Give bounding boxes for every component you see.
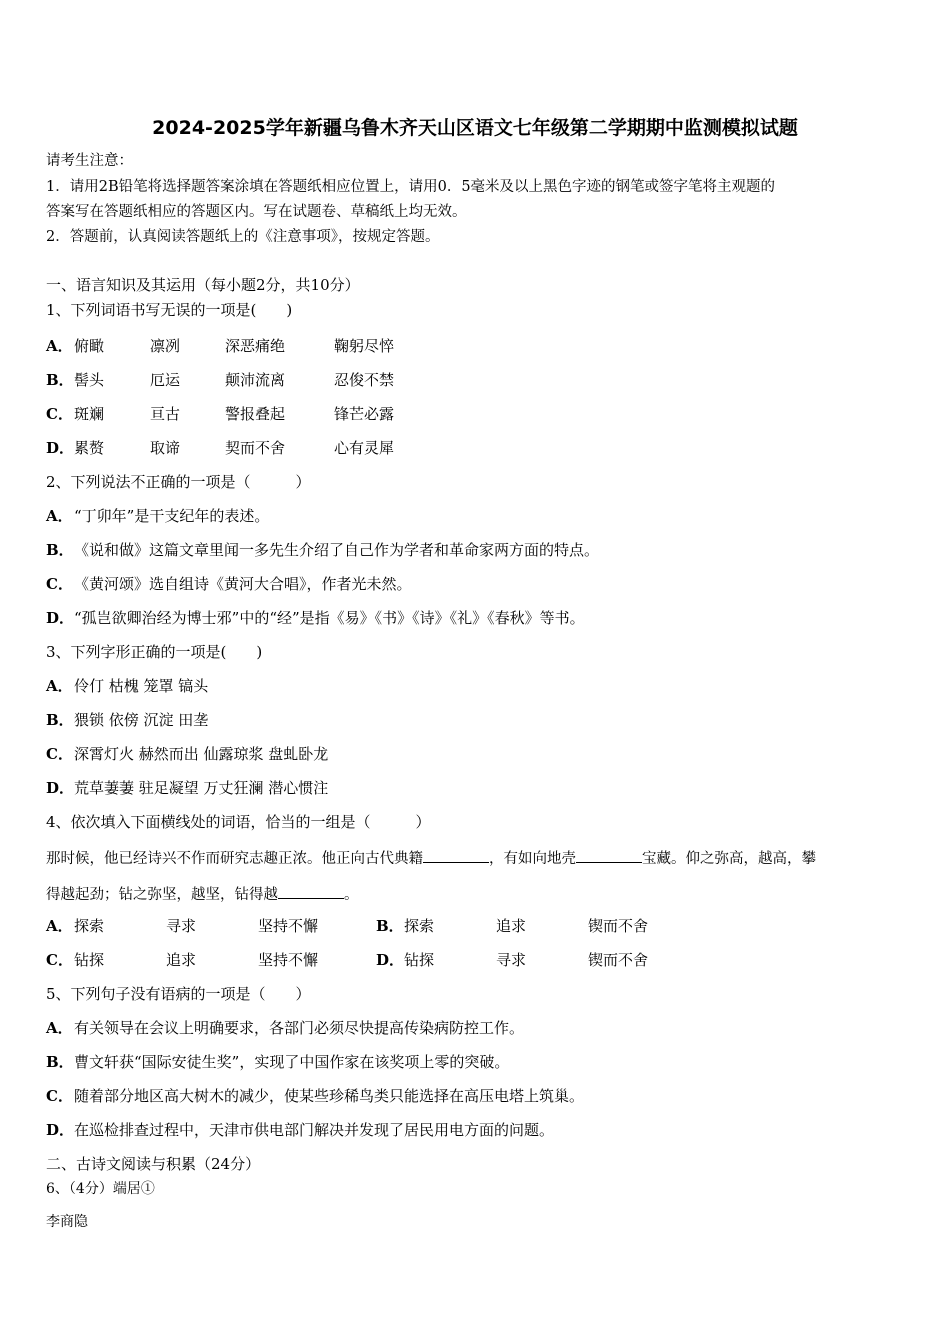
- q4-b-word-2: 追求: [496, 917, 527, 935]
- notice-item-1-line-1: 1．请用2B铅笔将选择题答案涂填在答题纸相应位置上，请用0．5毫米及以上黑色字迹的钢笔或签字笔将主观题的: [46, 179, 776, 195]
- notice-heading: 请考生注意：: [46, 153, 133, 169]
- option-label: B．: [46, 1053, 74, 1071]
- option-label: C．: [46, 1087, 73, 1105]
- q3-option-d: [46, 778, 328, 798]
- q3-option-b: [46, 710, 208, 730]
- option-text: 荒草萋萋 驻足凝望 万丈狂澜 潜心惯注: [74, 779, 329, 797]
- q1-a-word-2: 凛冽: [150, 337, 181, 355]
- q5-stem: 5、下列句子没有语病的一项是（ ）: [46, 985, 311, 1003]
- q4-option-d: [376, 950, 404, 970]
- q1-option-d: [46, 438, 74, 458]
- q4-option-b: [376, 916, 404, 936]
- option-text: 随着部分地区高大树木的减少，使某些珍稀鸟类只能选择在高压电塔上筑巢。: [74, 1087, 585, 1105]
- option-label: A．: [46, 917, 73, 935]
- q4-c-word-1: 钻探: [74, 951, 105, 969]
- q4-b-word-3: 锲而不舍: [588, 917, 649, 935]
- q1-b-word-2: 厄运: [150, 371, 181, 389]
- section-2-heading: 二、古诗文阅读与积累（24分）: [46, 1155, 261, 1173]
- q6-author: 李商隐: [46, 1214, 88, 1230]
- option-label: C．: [46, 575, 73, 593]
- option-label: D．: [46, 439, 75, 457]
- q1-option-c: [46, 404, 74, 424]
- q2-option-b: [46, 540, 599, 560]
- option-label: C．: [46, 951, 73, 969]
- option-label: A．: [46, 507, 73, 525]
- option-text: 《说和做》这篇文章里闻一多先生介绍了自己作为学者和革命家两方面的特点。: [74, 541, 600, 559]
- q4-b-word-1: 探索: [404, 917, 435, 935]
- option-label: B．: [376, 917, 404, 935]
- q1-c-word-1: 斑斓: [74, 405, 105, 423]
- option-label: A．: [46, 677, 73, 695]
- q4-blank-3: [278, 882, 344, 899]
- option-text: 《黄河颂》选自组诗《黄河大合唱》，作者光未然。: [74, 575, 412, 593]
- q4-passage-line-1: [46, 846, 816, 869]
- q1-d-word-3: 契而不舍: [225, 439, 286, 457]
- q1-b-word-1: 髻头: [74, 371, 105, 389]
- notice-item-1-line-2: 答案写在答题纸相应的答题区内。写在试题卷、草稿纸上均无效。: [46, 204, 467, 220]
- notice-item-2: 2．答题前，认真阅读答题纸上的《注意事项》，按规定答题。: [46, 229, 440, 245]
- q4-passage-text-4: 得越起劲；钻之弥坚，越坚，钻得越: [46, 887, 278, 903]
- q4-d-word-3: 锲而不舍: [588, 951, 649, 969]
- option-text: 深霄灯火 赫然而出 仙露琼浆 盘虬卧龙: [74, 745, 329, 763]
- q1-option-a: [46, 336, 74, 356]
- q3-option-c: [46, 744, 328, 764]
- q1-a-word-3: 深恶痛绝: [225, 337, 286, 355]
- q4-stem: 4、依次填入下面横线处的词语，恰当的一组是（ ）: [46, 813, 431, 831]
- q4-passage-text-1: 那时候，他已经诗兴不作而研究志趣正浓。他正向古代典籍: [46, 851, 423, 867]
- q2-option-d: [46, 608, 585, 628]
- q4-a-word-3: 坚持不懈: [258, 917, 319, 935]
- option-text: 伶仃 枯槐 笼罩 镐头: [74, 677, 209, 695]
- option-label: B．: [46, 371, 74, 389]
- q6-stem: 6、（4分）端居①: [46, 1181, 155, 1197]
- q4-c-word-3: 坚持不懈: [258, 951, 319, 969]
- q1-c-word-2: 亘古: [150, 405, 181, 423]
- q2-stem: 2、下列说法不正确的一项是（ ）: [46, 473, 311, 491]
- q4-a-word-2: 寻求: [166, 917, 197, 935]
- q4-option-c: [46, 950, 74, 970]
- q5-option-d: [46, 1120, 554, 1140]
- q4-option-a: [46, 916, 74, 936]
- q1-stem: 1、下列词语书写无误的一项是( ): [46, 301, 293, 319]
- q4-passage-text-2: ，有如向地壳: [489, 851, 576, 867]
- option-label: D．: [46, 609, 75, 627]
- q3-stem: 3、下列字形正确的一项是( ): [46, 643, 263, 661]
- option-text: 在巡检排查过程中，天津市供电部门解决并发现了居民用电方面的问题。: [74, 1121, 555, 1139]
- q4-blank-1: [423, 846, 489, 863]
- option-text: “孤岂欲卿治经为博士邪”中的“经”是指《易》《书》《诗》《礼》《春秋》等书。: [74, 609, 585, 627]
- q2-option-c: [46, 574, 412, 594]
- section-1-heading: 一、语言知识及其运用（每小题2分，共10分）: [46, 276, 360, 294]
- option-text: 有关领导在会议上明确要求，各部门必须尽快提高传染病防控工作。: [74, 1019, 525, 1037]
- option-label: A．: [46, 337, 73, 355]
- option-label: B．: [46, 541, 74, 559]
- q4-passage-text-3: 宝藏。仰之弥高，越高，攀: [642, 851, 816, 867]
- q1-option-b: [46, 370, 74, 390]
- q4-blank-2: [576, 846, 642, 863]
- option-label: C．: [46, 405, 73, 423]
- q1-d-word-4: 心有灵犀: [334, 439, 395, 457]
- q4-d-word-1: 钻探: [404, 951, 435, 969]
- option-text: 曹文轩获“国际安徒生奖”，实现了中国作家在该奖项上零的突破。: [74, 1053, 510, 1071]
- q4-c-word-2: 追求: [166, 951, 197, 969]
- q4-passage-text-5: 。: [344, 887, 359, 903]
- q3-option-a: [46, 676, 208, 696]
- q1-a-word-1: 俯瞰: [74, 337, 105, 355]
- option-label: B．: [46, 711, 74, 729]
- option-text: 猥锁 依傍 沉淀 田垄: [74, 711, 209, 729]
- q1-b-word-3: 颠沛流离: [225, 371, 286, 389]
- q4-d-word-2: 寻求: [496, 951, 527, 969]
- q5-option-a: [46, 1018, 524, 1038]
- q1-d-word-1: 累赘: [74, 439, 105, 457]
- q1-c-word-3: 警报叠起: [225, 405, 286, 423]
- option-label: D．: [376, 951, 405, 969]
- q5-option-c: [46, 1086, 584, 1106]
- option-text: “丁卯年”是干支纪年的表述。: [74, 507, 270, 525]
- page-title: 2024-2025学年新疆乌鲁木齐天山区语文七年级第二学期期中监测模拟试题: [152, 117, 798, 139]
- q4-passage-line-2: [46, 882, 359, 905]
- option-label: D．: [46, 1121, 75, 1139]
- option-label: D．: [46, 779, 75, 797]
- q1-a-word-4: 鞠躬尽悴: [334, 337, 395, 355]
- q1-c-word-4: 锋芒必露: [334, 405, 395, 423]
- option-label: C．: [46, 745, 73, 763]
- q5-option-b: [46, 1052, 509, 1072]
- option-label: A．: [46, 1019, 73, 1037]
- q1-d-word-2: 取谛: [150, 439, 181, 457]
- q2-option-a: [46, 506, 269, 526]
- q1-b-word-4: 忍俊不禁: [334, 371, 395, 389]
- q4-a-word-1: 探索: [74, 917, 105, 935]
